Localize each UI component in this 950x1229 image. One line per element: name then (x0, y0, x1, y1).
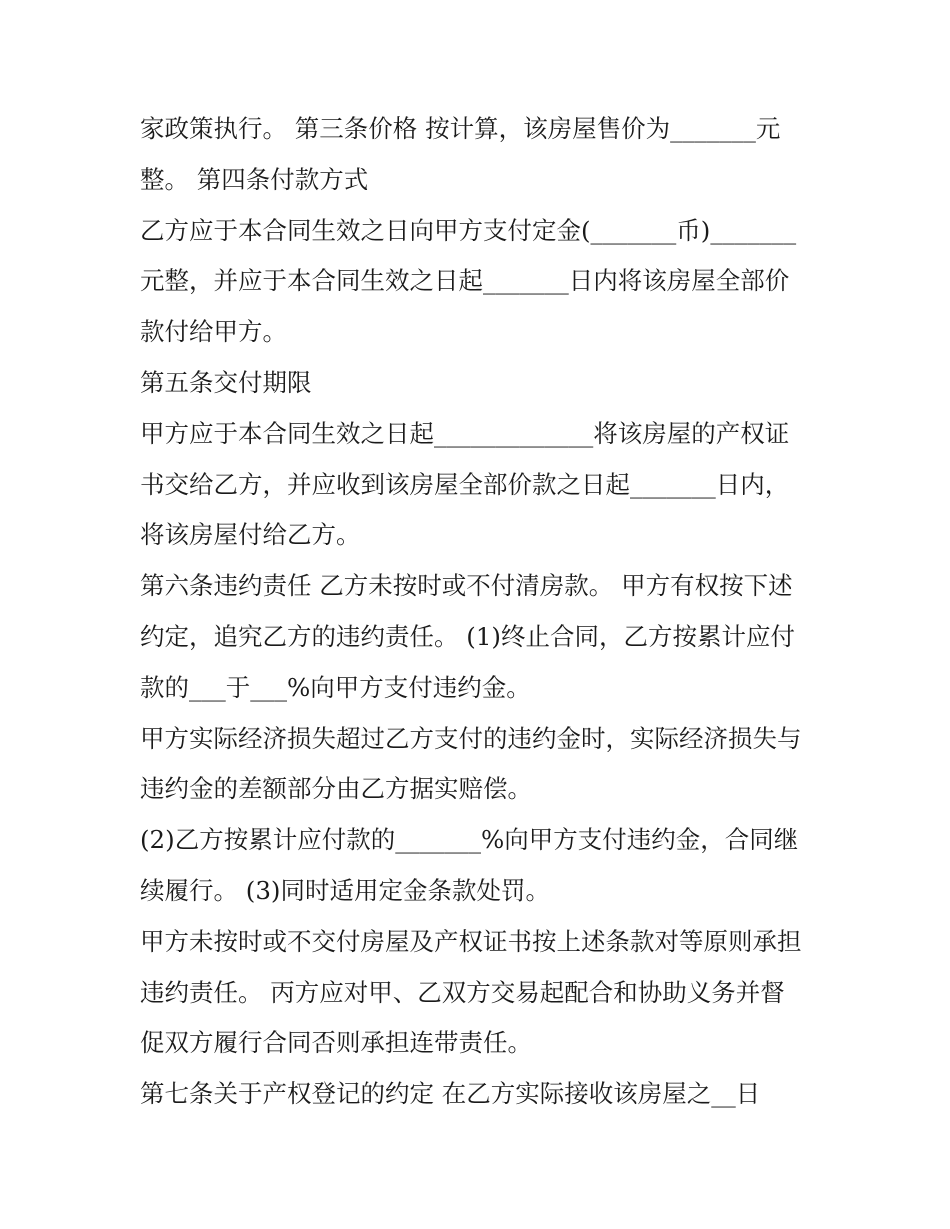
text-line: 违约责任。 丙方应对甲、乙双方交易起配合和协助义务并督 (140, 977, 785, 1007)
text-line: 第五条交付期限 (140, 367, 312, 397)
text-line: 款付给甲方。 (140, 317, 287, 347)
text-line: 续履行。 (3)同时适用定金条款处罚。 (140, 875, 550, 905)
text-line: 书交给乙方，并应收到该房屋全部价款之日起_______日内， (140, 469, 790, 499)
text-line: 款的___于___%向甲方支付违约金。 (140, 672, 531, 702)
text-line: 元整，并应于本合同生效之日起_______日内将该房屋全部价 (140, 266, 790, 296)
text-line: 违约金的差额部分由乙方据实赔偿。 (140, 774, 532, 804)
text-line: 家政策执行。 第三条价格 按计算，该房屋售价为_______元 (140, 114, 781, 143)
text-line: 甲方实际经济损失超过乙方支付的违约金时，实际经济损失与 (140, 723, 802, 753)
contract-text (140, 104, 820, 1120)
text-line: 整。 第四条付款方式 (140, 164, 369, 194)
text-line: 第六条违约责任 乙方未按时或不付清房款。 甲方有权按下述 (140, 571, 793, 601)
text-line: 约定，追究乙方的违约责任。 (1)终止合同，乙方按累计应付 (140, 621, 795, 651)
text-line: (2)乙方按累计应付款的_______%向甲方支付违约金，合同继 (140, 825, 799, 855)
text-line: 促双方履行合同否则承担连带责任。 (140, 1028, 532, 1058)
text-line: 将该房屋付给乙方。 (140, 520, 361, 550)
text-line: 乙方应于本合同生效之日向甲方支付定金(_______币)_______ (140, 215, 797, 245)
text-line: 甲方未按时或不交付房屋及产权证书按上述条款对等原则承担 (140, 926, 802, 956)
text-line: 甲方应于本合同生效之日起_____________将该房屋的产权证 (140, 418, 790, 448)
text-line: 第七条关于产权登记的约定 在乙方实际接收该房屋之__日 (140, 1079, 761, 1109)
